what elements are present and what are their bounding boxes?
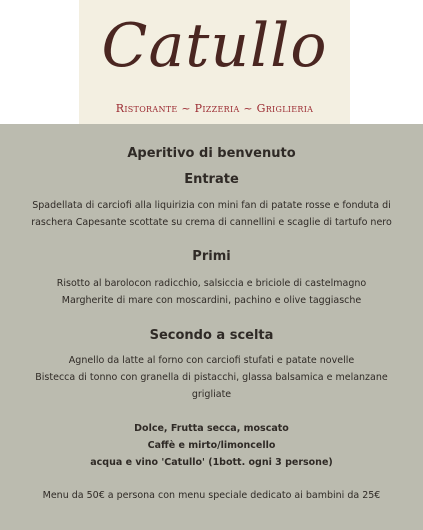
catullo-logo: Catullo bbox=[101, 11, 328, 81]
primi-line-2: Margherite di mare con moscardini, pachino e olive taggiasche bbox=[61, 295, 362, 306]
extras-line-1: Dolce, Frutta secca, moscato bbox=[134, 423, 289, 434]
extras-line-2: Caffè e mirto/limoncello bbox=[147, 440, 276, 451]
secondo-line-1: Agnello da latte al forno con carciofi stufati e patate novelle bbox=[68, 355, 355, 366]
price-note: Menu da 50€ a persona con menu speciale dedicato ai bambini da 25€ bbox=[42, 490, 381, 501]
menu-card bbox=[0, 124, 423, 530]
extras-line-3: acqua e vino 'Catullo' (1bott. ogni 3 persone) bbox=[90, 457, 333, 468]
entrate-line-2: raschera Capesante scottate su crema di cannellini e scaglie di tartufo nero bbox=[31, 217, 392, 228]
secondo-line-3: grigliate bbox=[191, 389, 232, 400]
restaurant-header bbox=[79, 0, 350, 124]
logo-tagline: Ristorante ~ Pizzeria ~ Griglieria bbox=[115, 102, 314, 115]
secondo-heading: Secondo a scelta bbox=[149, 328, 274, 343]
secondo-line-2: Bistecca di tonno con granella di pistacchi, glassa balsamica e melanzane bbox=[35, 372, 388, 383]
primi-heading: Primi bbox=[192, 249, 231, 264]
entrate-line-1: Spadellata di carciofi alla liquirizia con mini fan di patate rosse e fonduta di bbox=[32, 200, 391, 211]
entrate-heading: Entrate bbox=[184, 172, 239, 187]
primi-line-1: Risotto al barolocon radicchio, salsiccia e briciole di castelmagno bbox=[56, 278, 367, 289]
aperitivo-heading: Aperitivo di benvenuto bbox=[127, 146, 296, 161]
